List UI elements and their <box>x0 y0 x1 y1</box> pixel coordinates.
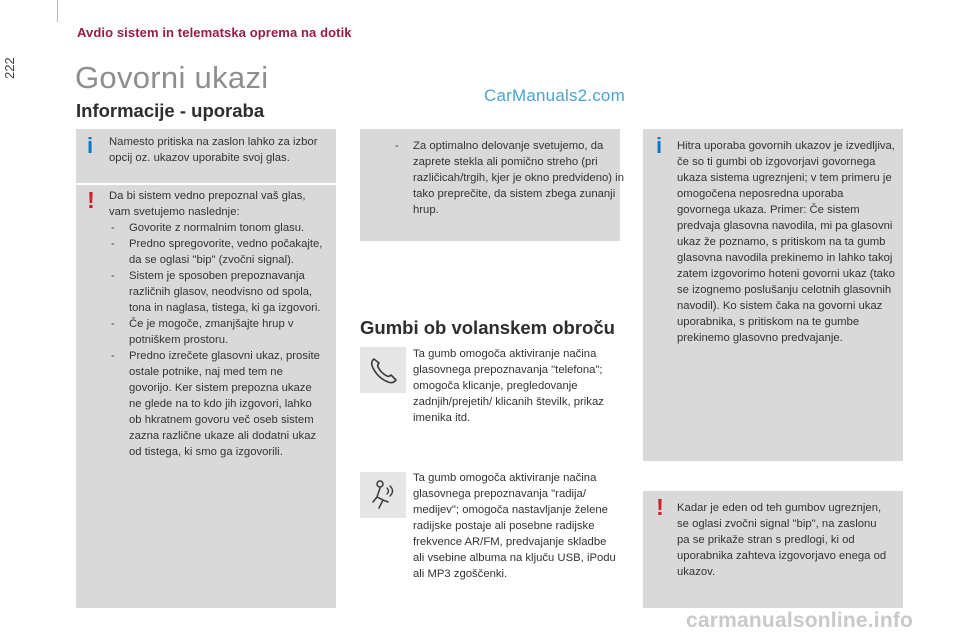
list-item <box>109 316 327 348</box>
page-subtitle: Informacije - uporaba <box>76 100 265 121</box>
page-title: Govorni ukazi <box>75 60 269 95</box>
list-item-text: Če je mogoče, zmanjšajte hrup v potniškem prostoru. <box>129 318 294 346</box>
left-info-text: Namesto pritiska na zaslon lahko za izbor opcij oz. ukazov uporabite svoj glas. <box>109 136 318 164</box>
middle-note-box <box>360 129 624 241</box>
list-item-text: Sistem je sposoben prepoznavanja različnih glasov, neodvisno od spola, tona in naglasa, tistega, ki ga izgovori. <box>129 270 321 314</box>
list-item <box>109 268 327 316</box>
right-warning-text: Kadar je eden od teh gumbov ugreznjen, se oglasi zvočni signal "bip", na zaslonu pa se prikaže stran s predlogi, ki od uporabnika zahteva izgovorjavo enega od ukazov. <box>677 502 887 578</box>
list-item-text: Govorite z normalnim tonom glasu. <box>129 222 305 234</box>
voice-command-icon <box>360 472 406 518</box>
left-warning-intro: Da bi sistem vedno prepoznal vaš glas, vam svetujemo naslednje: <box>109 190 306 218</box>
info-icon: i <box>86 133 94 158</box>
list-item-text: Predno spregovorite, vedno počakajte, da se oglasi "bip" (zvočni signal). <box>129 238 323 266</box>
phone-button-description: Ta gumb omogoča aktiviranje načina glasovnega prepoznavanja "telefona"; omogoča klicanje, pregledovanje zadnjih/prejetih/ klicanih številk, prikaz imenika itd. <box>413 348 604 424</box>
list-marker: - <box>395 140 399 152</box>
watermark-top: CarManuals2.com <box>484 86 625 105</box>
info-icon: i <box>655 133 663 158</box>
list-marker: - <box>111 318 115 330</box>
middle-note <box>393 138 635 218</box>
list-marker: - <box>111 222 115 234</box>
list-item <box>109 220 327 236</box>
phone-icon <box>360 347 406 393</box>
steering-buttons-heading: Gumbi ob volanskem obroču <box>360 317 615 338</box>
voice-button-description: Ta gumb omogoča aktiviranje načina glasovnega prepoznavanja "radija/ medijev"; omogoča nastavljanje želene radijske postaje ali posebne radijske frekvence AR/FM, predvajanje skladbe ali vsebine albuma na ključu USB, iPodu ali MP3 zgoščenki. <box>413 472 616 580</box>
left-warning-content <box>109 188 327 460</box>
right-info-text: Hitra uporaba govornih ukazov je izvedljiva, če so ti gumbi ob izgovorjavi govornega ukaza sistema ugreznjeni; v tem primeru je omogočena neposredna uporaba govornega ukaza. Primer: Če sistem predvaja glasovna navodila, mi pa glasovni ukaz že poznamo, s pritiskom na ta gumb glasovna navodila prekinemo in lahko takoj zatem izgovorimo hoteni govorni ukaz (tako se izognemo poslušanju celotnih glasovnih navodil). Ko sistem čaka na govorni ukaz uporabnika, s pritiskom na te gumbe prekinemo glasovno predvajanje. <box>677 140 895 344</box>
warning-icon: ! <box>87 187 95 213</box>
list-marker: - <box>111 350 115 362</box>
right-info-box <box>643 129 903 461</box>
phone-button-tile <box>360 347 406 393</box>
watermark-bottom: carmanualsonline.info <box>686 609 914 632</box>
left-warning-box <box>76 185 336 608</box>
list-marker: - <box>111 270 115 282</box>
list-item <box>109 236 327 268</box>
section-header: Avdio sistem in telematska oprema na dotik <box>77 25 352 40</box>
list-item-text: Predno izrečete glasovni ukaz, prosite ostale potnike, naj med tem ne govorijo. Ker sistem prepozna ukaze ne glede na to kdo jih izgovori, lahko ob hkratnem govoru več oseb sistem zazna različne ukaze ali dodatni ukaz od tistega, ki smo ga izgovorili. <box>129 350 320 458</box>
left-info-box <box>76 129 336 183</box>
list-item <box>109 348 327 460</box>
list-marker: - <box>111 238 115 250</box>
right-warning-box <box>643 491 903 608</box>
voice-button-tile <box>360 472 406 518</box>
side-rule <box>57 0 58 22</box>
warning-icon: ! <box>656 494 664 520</box>
middle-note-text: Za optimalno delovanje svetujemo, da zaprete stekla ali pomično streho (pri različicah/trgih, kjer je okno predvideno) in tako preprečite, da sistem zbega zunanji hrup. <box>413 140 624 216</box>
page-number: 222 <box>2 57 17 79</box>
